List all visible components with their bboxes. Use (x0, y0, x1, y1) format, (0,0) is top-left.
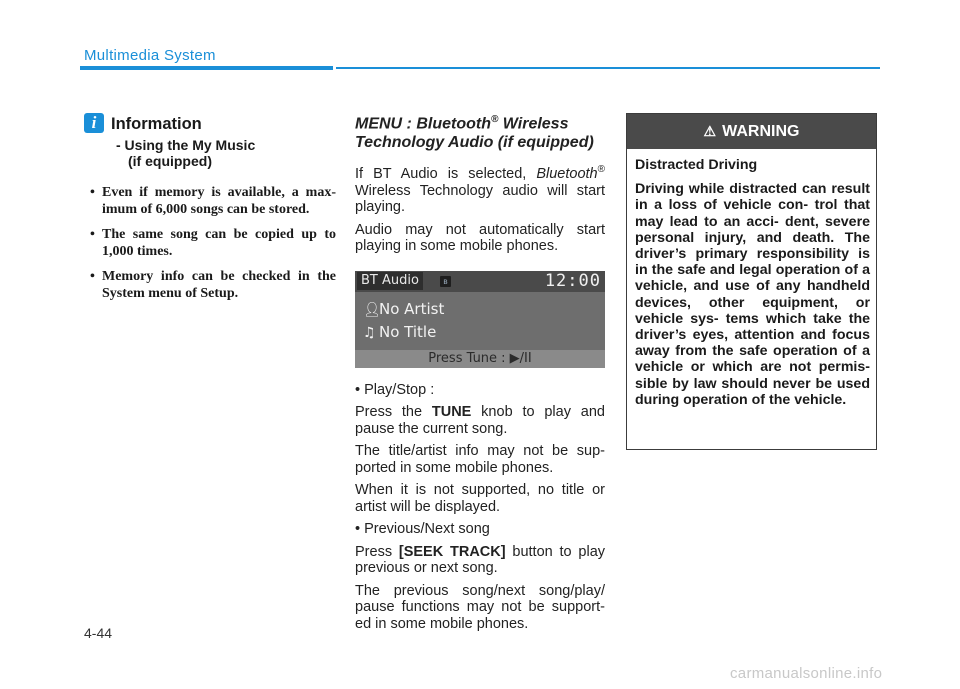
info-bullet: • Memory info can be checked in the System menu of Setup. (90, 268, 336, 302)
header-rule-thin (336, 67, 880, 69)
info-icon: i (84, 113, 104, 133)
warning-triangle-icon: ⚠ (703, 123, 717, 139)
screen-title-row: ♫ No Title (363, 322, 437, 341)
play-stop-label: • Play/Stop : (355, 381, 435, 398)
menu-heading: MENU : Bluetooth® Wireless Technology Audio (if equipped) (355, 114, 594, 152)
warning-text: Driving while distracted can result in a loss of vehicle con- trol that may lead to an acci- dent, severe personal injury, and death. The driver’s primary responsibility is in the safe and legal operation of a vehicle, and use of any handheld devices, other equipment, or vehicle sys- tems which take the driver’s eyes, attention and focus away from the safe operation of a vehicle or which are not permis- sible by law should never be used during operation of the vehicle. (635, 181, 870, 408)
screen-press-tune: Press Tune : ▶/II (428, 350, 532, 366)
section-title: Multimedia System (84, 47, 216, 64)
prev-next-label: • Previous/Next song (355, 521, 490, 538)
info-bullet-list (90, 184, 336, 310)
screen-mode-label: BT Audio (357, 272, 423, 290)
header-rule-thick (80, 66, 333, 70)
play-stop-paragraph: Press the TUNE knob to play and pause the current song. (355, 404, 605, 437)
info-subtitle-line2: (if equipped) (128, 153, 212, 169)
seek-paragraph: Press [SEEK TRACK] button to play previous or next song. (355, 543, 606, 577)
info-title: Information (111, 115, 202, 133)
person-icon: 👤︎ (363, 301, 381, 318)
title-artist-paragraph: The title/artist info may not be sup- ported in some mobile phones. (355, 443, 605, 476)
bt-audio-screen (355, 271, 605, 368)
screen-clock: 12:00 (544, 270, 601, 291)
screen-artist-row: 👤︎No Artist (363, 299, 445, 318)
warning-box (626, 113, 877, 450)
bluetooth-icon: ʙ (440, 276, 451, 287)
not-supported-paragraph: When it is not supported, no title or artist will be displayed. (355, 482, 605, 515)
info-bullet: • Even if memory is available, a max- imum of 6,000 songs can be stored. (90, 184, 336, 218)
functions-paragraph: The previous song/next song/play/ pause functions may not be support- ed in some mobile phones. (355, 582, 605, 632)
autoplay-paragraph: Audio may not automatically start playing in some mobile phones. (355, 221, 605, 255)
watermark: carmanualsonline.info (730, 665, 883, 682)
warning-subtitle: Distracted Driving (635, 157, 758, 173)
info-bullet: • The same song can be copied up to 1,000 times. (90, 226, 336, 260)
menu-column (355, 110, 605, 638)
info-subtitle (116, 137, 346, 169)
info-subtitle-line1: - Using the My Music (116, 137, 256, 153)
music-note-icon: ♫ (363, 324, 376, 341)
intro-paragraph: If BT Audio is selected, Bluetooth® Wireless Technology audio will start playing. (355, 164, 605, 216)
page-number: 4-44 (84, 625, 113, 641)
warning-header: ⚠ WARNING (627, 114, 876, 149)
warning-body (627, 149, 876, 408)
